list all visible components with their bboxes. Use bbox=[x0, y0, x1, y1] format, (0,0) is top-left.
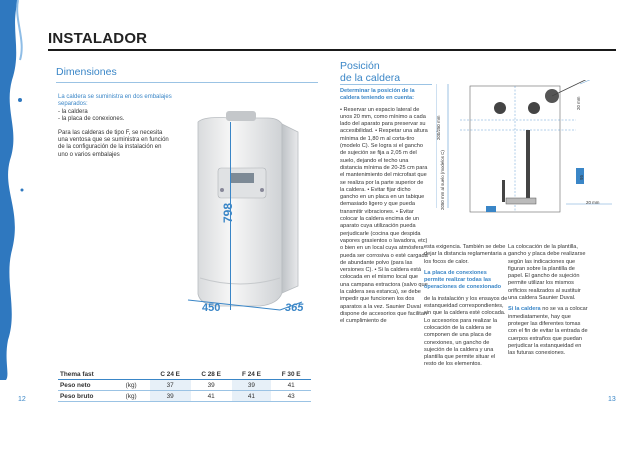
position-title-line1: Posición bbox=[340, 60, 380, 72]
packaging-paragraph: Para las calderas de tipo F, se necesita una ventosa que se suministra en función de la configuración de la instalación en uno o varios embalajes bbox=[58, 129, 169, 158]
table-cell: 41 bbox=[232, 391, 272, 402]
table-cell: 41 bbox=[271, 380, 311, 391]
decorative-splash bbox=[0, 0, 30, 380]
table-cell: 39 bbox=[191, 380, 232, 391]
table-header: F 30 E bbox=[271, 370, 311, 380]
table-row bbox=[58, 380, 311, 391]
table-cell: 41 bbox=[191, 391, 232, 402]
position-column-1 bbox=[340, 88, 428, 330]
position-text: no se va a colocar inmediatamente, hay que proteger las diferentes tomas con el fin de evitar la entrada de cuerpos extraños que puedan perjudicar la estanqueidad en las futuras conexiones. bbox=[508, 306, 588, 357]
table-cell: 37 bbox=[150, 380, 191, 391]
row-label: Peso bruto bbox=[58, 391, 124, 402]
table-header: C 24 E bbox=[150, 370, 191, 380]
table-row bbox=[58, 391, 311, 402]
installation-diagram bbox=[436, 80, 626, 225]
table-cell: 39 bbox=[232, 380, 272, 391]
table-header: Thema fast bbox=[58, 370, 124, 380]
packaging-intro: La caldera se suministra en dos embalajes separados: bbox=[58, 94, 172, 108]
weight-table bbox=[58, 370, 311, 402]
width-dimension-label: 450 bbox=[202, 302, 221, 314]
position-text: esta exigencia. También se debe dejar la distancia reglamentaria a los focos de calor. bbox=[424, 244, 507, 265]
page-title: INSTALADOR bbox=[48, 30, 148, 47]
row-unit: (kg) bbox=[124, 391, 150, 402]
packaging-note bbox=[58, 94, 173, 165]
page-number-left: 12 bbox=[18, 396, 26, 403]
floor-height-label: 2050 mm al suelo (modelos C) bbox=[440, 150, 445, 210]
connections-heading: La placa de conexiones permite realizar todas las operaciones de conexionado bbox=[424, 269, 502, 291]
header-divider bbox=[48, 49, 616, 51]
table-header bbox=[124, 370, 150, 380]
boiler-illustration bbox=[170, 108, 320, 323]
table-header: F 24 E bbox=[232, 370, 272, 380]
position-title-line2: de la caldera bbox=[340, 72, 401, 84]
position-column-2 bbox=[424, 244, 508, 373]
side-clearance-label: 20 mm bbox=[586, 200, 600, 205]
top-clearance-label: 20 mm bbox=[576, 96, 581, 110]
packaging-item: - la caldera bbox=[58, 108, 88, 115]
row-label: Peso neto bbox=[58, 380, 124, 391]
table-header-row bbox=[58, 370, 311, 380]
row-unit: (kg) bbox=[124, 380, 150, 391]
dimensions-title: Dimensiones bbox=[56, 66, 117, 78]
position-text: de la instalación y los ensayos de estanqueidad correspondientes, sin que la caldera esté colocada. Lo accesorios para realizar la colocación de la caldera se componen de una placa de conexiones, un gancho de sujeción de la caldera y una plantilla que permite situar el resto de los elementos. bbox=[424, 295, 508, 368]
packaging-item: - la placa de conexiones. bbox=[58, 116, 125, 123]
table-header: C 28 E bbox=[191, 370, 232, 380]
ceiling-clearance-label: 200/250 mm bbox=[436, 115, 441, 140]
position-text: • Reservar un espacio lateral de unos 20 mm, como mínimo a cada lado del aparato para preservar su accesibilidad. • Respetar una altura mínima de 1,80 m al corta-tiro (modelo C). Se logra si el gancho de sujeción se fija a 2,05 m del suelo, dejando el techo una distancia mínima de 20-25 cm para el mantenimiento del microfast que se realiza por la parte superior de la caldera. • Evitar fijar dicho gancho en un placa en un tabique demasiado ligero y que pueda transmitir vibraciones. • Evitar colocar la caldera encima de un aparato cuya utilización pueda perjudicarle (cocina que despida vapores grasientos o lavadora, etc) o bien en un local cuya atmósfera pueda ser corrosiva o esté cargada de abundante polvo (para las versiones C). • Si la caldera está colocada en el mismo local que una campana extractora (salvo que la caldera sea estanca), se debe impedir que funcionen los dos aparatos a la vez. Saunier Duval dispone de accesorios que facilitan el cumplimiento de bbox=[340, 106, 428, 325]
depth-dimension-label: 365 bbox=[285, 302, 304, 314]
table-cell: 39 bbox=[150, 391, 191, 402]
table-cell: 43 bbox=[271, 391, 311, 402]
dimensions-divider bbox=[56, 82, 318, 83]
position-column-3 bbox=[508, 244, 590, 361]
position-divider bbox=[340, 84, 432, 85]
position-text: La colocación de la plantilla, gancho y placa debe realizarse según las indicaciones que figuran sobre la plantilla de papel. El gancho de sujeción permite utilizar los mismos orificios realizados al sustituir una caldera Saunier Duval. bbox=[508, 244, 586, 302]
position-heading: Determinar la posición de la caldera teniendo en cuenta: bbox=[340, 88, 415, 102]
side-clearance-tag: 95 bbox=[579, 175, 584, 180]
protect-heading: Si la caldera bbox=[508, 306, 541, 313]
page-number-right: 13 bbox=[608, 396, 616, 403]
position-title bbox=[340, 60, 400, 84]
height-dimension-label: 798 bbox=[221, 202, 236, 224]
